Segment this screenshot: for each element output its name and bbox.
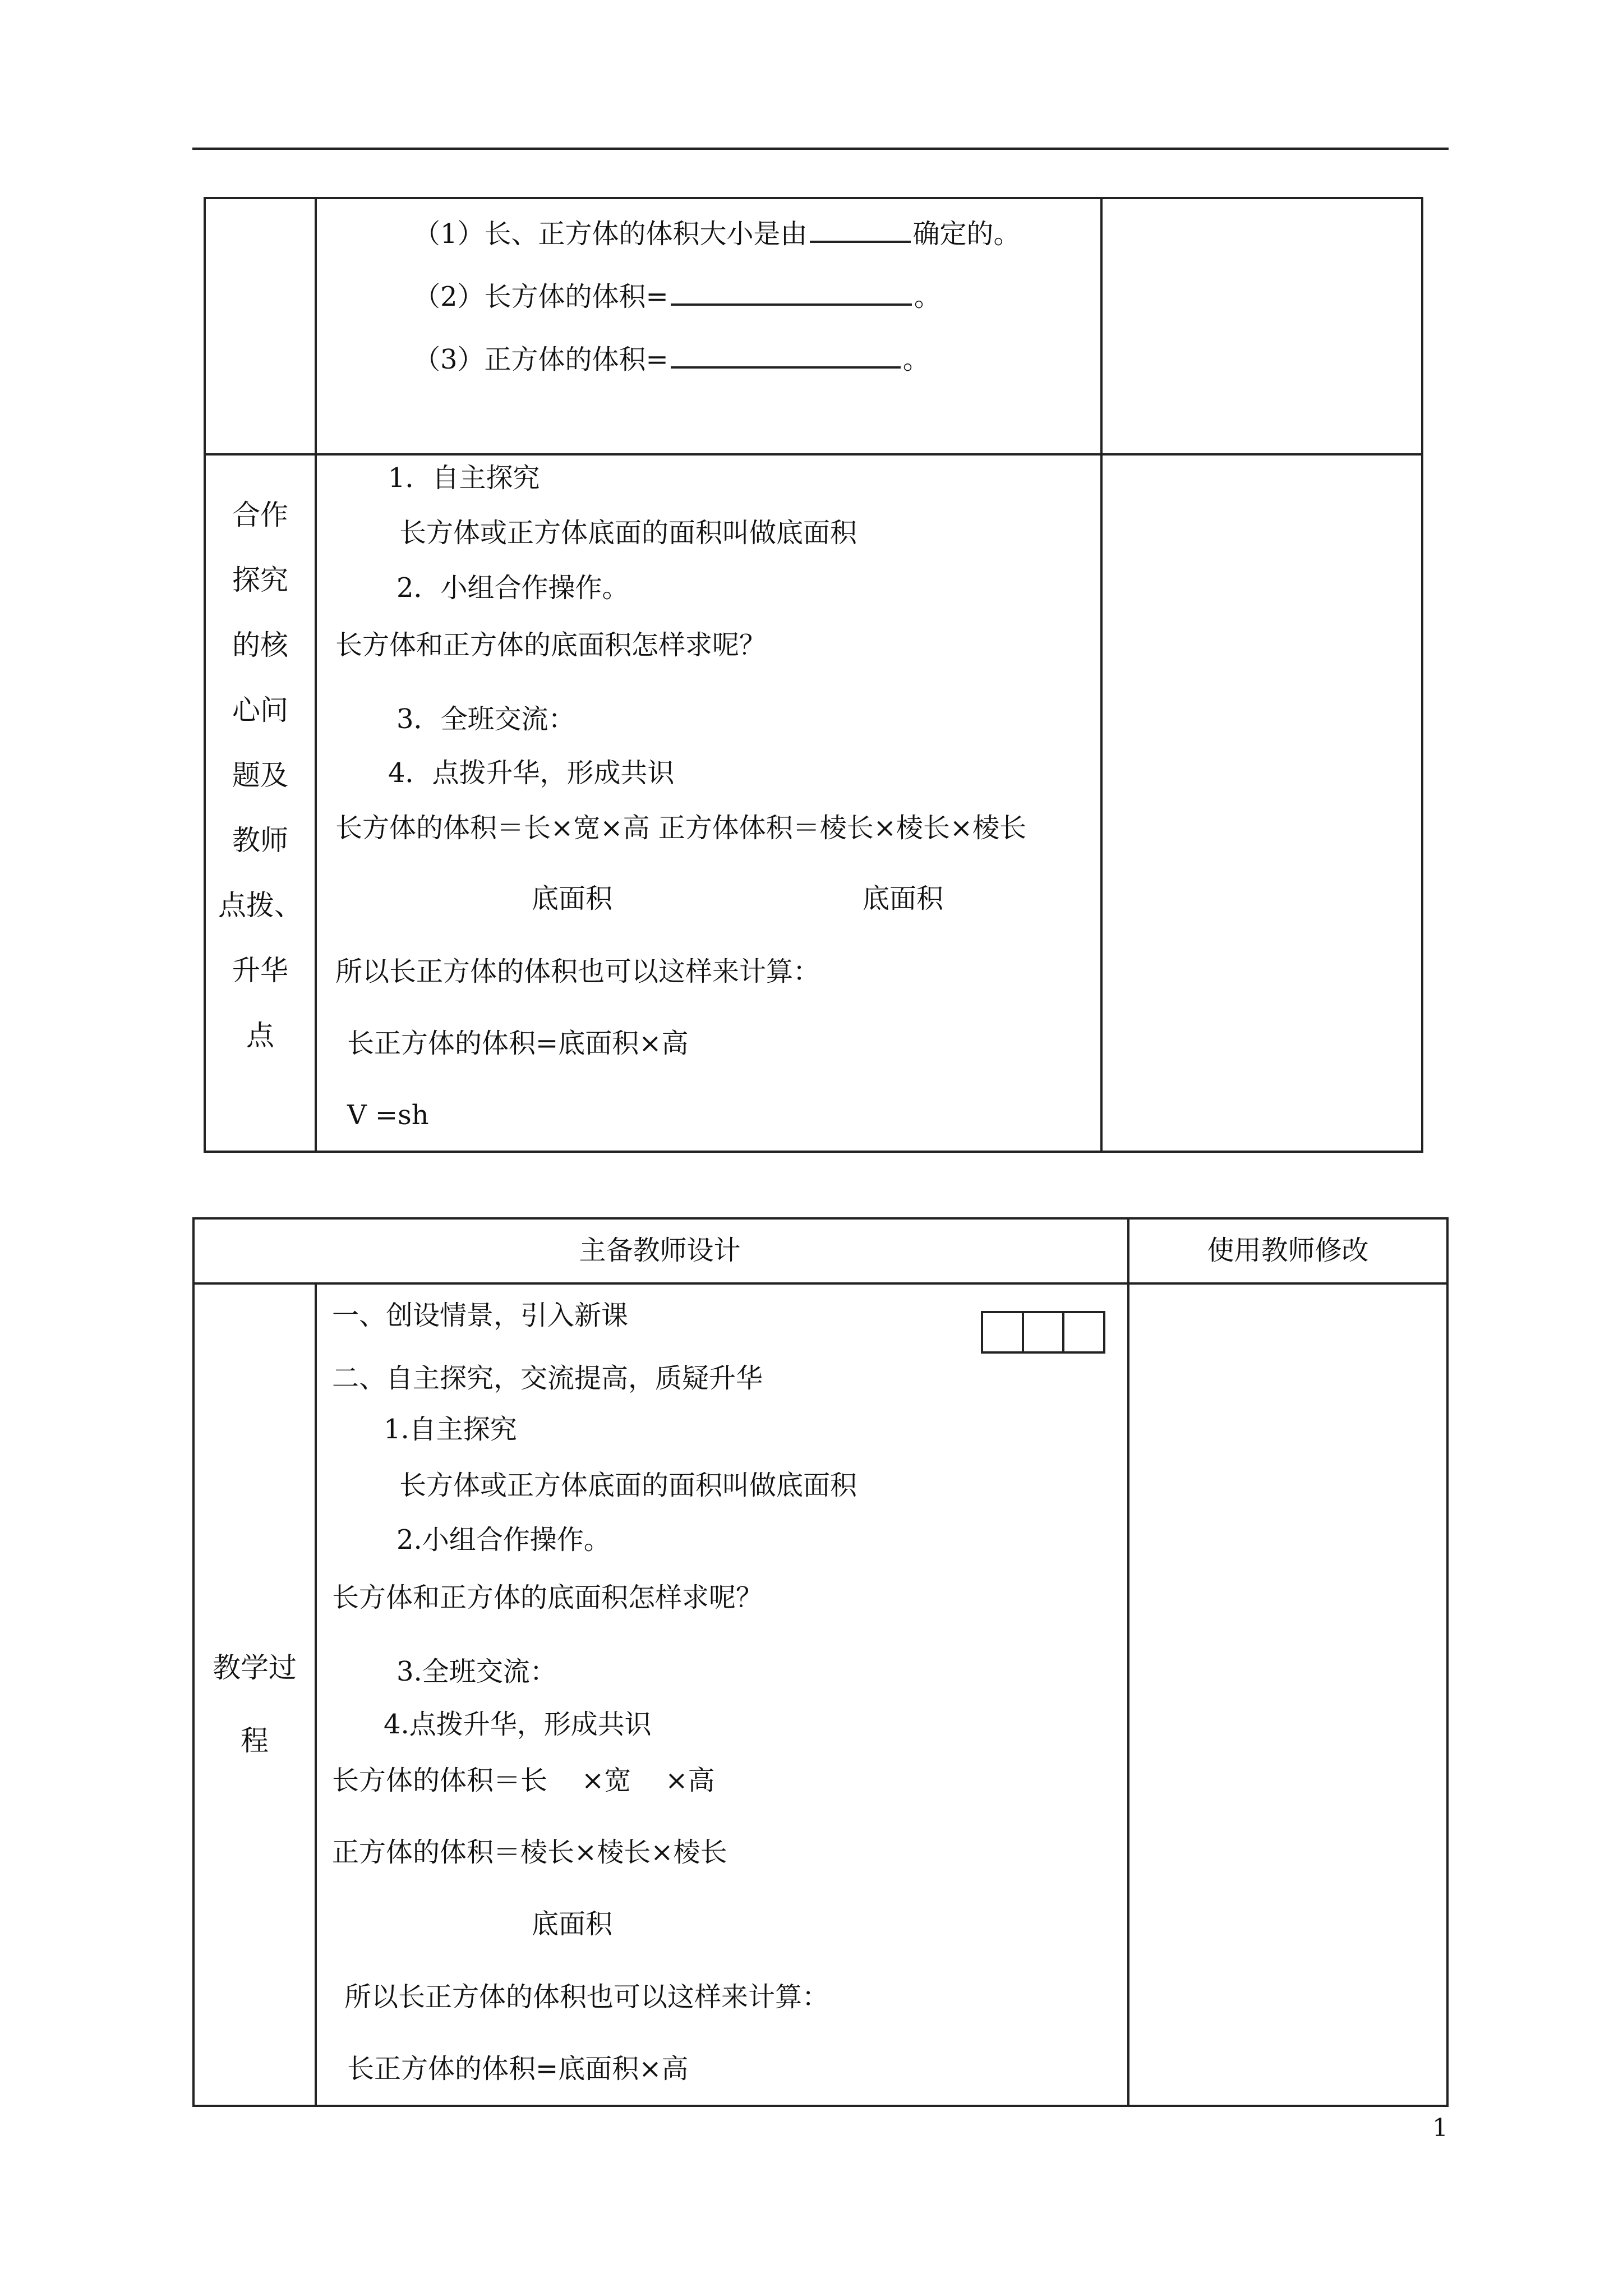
header-modify: 使用教师修改 bbox=[1207, 1235, 1369, 1266]
label-line: 点拨、 bbox=[218, 889, 302, 922]
label-line: 点 bbox=[246, 1019, 274, 1052]
table2-label bbox=[195, 1631, 315, 1777]
table1-row-divider bbox=[204, 453, 1423, 455]
explore-question: 长方体和正方体的底面积怎样求呢？ bbox=[335, 629, 767, 661]
answer-boxes bbox=[981, 1311, 1105, 1354]
conclusion-formula-2: 长正方体的体积=底面积×高 bbox=[347, 2053, 689, 2085]
question-1-prefix: （1）长、正方体的体积大小是由 bbox=[413, 218, 808, 250]
question-2-prefix: （2）长方体的体积= bbox=[413, 281, 668, 312]
sub-definition: 长方体或正方体底面的面积叫做底面积 bbox=[399, 1470, 857, 1501]
page-number: 1 bbox=[1432, 2114, 1448, 2142]
table1-col-divider-1 bbox=[315, 197, 317, 1153]
explore-step-4: 4．点拨升华，形成共识 bbox=[388, 757, 675, 789]
question-3-suffix: 。 bbox=[902, 344, 930, 375]
conclusion-formula: 长正方体的体积=底面积×高 bbox=[347, 1028, 689, 1059]
step-two-heading: 二、自主探究，交流提高，质疑升华 bbox=[332, 1363, 763, 1394]
table2-col-divider-header bbox=[1127, 1217, 1129, 2107]
explore-definition: 长方体或正方体底面的面积叫做底面积 bbox=[399, 517, 857, 549]
conclusion-intro-2: 所以长正方体的体积也可以这样来计算： bbox=[344, 1981, 829, 2013]
question-2-suffix: 。 bbox=[914, 281, 941, 312]
label-line: 合作 bbox=[232, 499, 288, 531]
label-line: 教师 bbox=[232, 824, 288, 857]
label-line: 升华 bbox=[232, 954, 288, 987]
question-3 bbox=[413, 342, 930, 376]
header-rule bbox=[192, 148, 1449, 150]
question-2-blank bbox=[671, 279, 912, 306]
volume-formulas: 长方体的体积＝长×宽×高 正方体体积＝棱长×棱长×棱长 bbox=[335, 812, 1027, 844]
label-line: 题及 bbox=[232, 759, 288, 792]
lesson-table-top bbox=[204, 197, 1423, 1153]
sub-step-2: 2.小组合作操作。 bbox=[396, 1524, 611, 1556]
cuboid-formula: 长方体的体积＝长 ×宽 ×高 bbox=[332, 1765, 715, 1796]
base-area-note: 底面积 bbox=[532, 1908, 613, 1940]
sub-step-4: 4.点拨升华，形成共识 bbox=[384, 1709, 652, 1740]
conclusion-symbolic: V =sh bbox=[347, 1099, 429, 1131]
table1-row2-label bbox=[206, 482, 315, 1068]
question-1-suffix: 确定的。 bbox=[912, 218, 1021, 250]
table1-col-divider-2 bbox=[1100, 197, 1103, 1153]
question-3-prefix: （3）正方体的体积= bbox=[413, 344, 668, 375]
label-line: 探究 bbox=[232, 564, 288, 596]
question-1 bbox=[413, 216, 1021, 251]
cube-formula: 正方体的体积＝棱长×棱长×棱长 bbox=[332, 1837, 727, 1868]
sub-question: 长方体和正方体的底面积怎样求呢？ bbox=[332, 1582, 763, 1613]
label-line: 的核 bbox=[232, 629, 288, 661]
explore-step-1: 1．自主探究 bbox=[388, 462, 540, 494]
table2-col-divider-label bbox=[315, 1282, 317, 2107]
label-line: 教学过 bbox=[213, 1651, 297, 1684]
conclusion-intro: 所以长正方体的体积也可以这样来计算： bbox=[335, 956, 820, 987]
label-line: 程 bbox=[241, 1724, 269, 1757]
question-1-blank bbox=[810, 216, 911, 243]
base-area-note-2: 底面积 bbox=[863, 883, 944, 914]
explore-step-2: 2．小组合作操作。 bbox=[396, 572, 629, 604]
lesson-table-bottom bbox=[192, 1217, 1449, 2107]
header-design: 主备教师设计 bbox=[579, 1235, 741, 1266]
base-area-note-1: 底面积 bbox=[532, 883, 613, 914]
question-3-blank bbox=[671, 342, 901, 369]
table2-header-divider bbox=[192, 1282, 1449, 1285]
label-line: 心问 bbox=[232, 694, 288, 726]
question-2 bbox=[413, 279, 941, 314]
step-one-heading: 一、创设情景，引入新课 bbox=[332, 1300, 629, 1331]
sub-step-1: 1.自主探究 bbox=[384, 1414, 517, 1445]
sub-step-3: 3.全班交流： bbox=[396, 1656, 557, 1687]
explore-step-3: 3．全班交流： bbox=[396, 703, 575, 735]
